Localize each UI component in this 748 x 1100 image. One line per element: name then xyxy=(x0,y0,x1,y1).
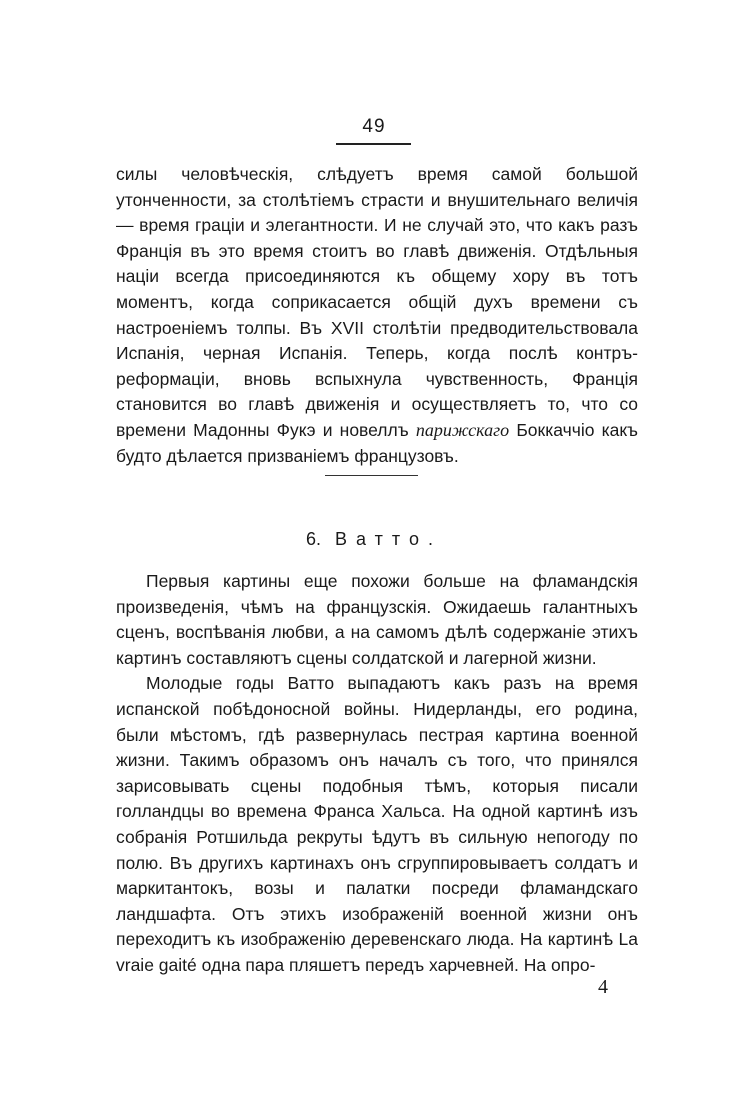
italic-word: парижскаго xyxy=(415,419,510,440)
page-number: 49 xyxy=(362,116,386,137)
paragraph-continuation xyxy=(116,162,638,469)
paragraph-text-part2: Боккаччіо какъ будто дѣлается призваніемъ французовъ. xyxy=(116,419,638,466)
paragraph-early-paintings: Первыя картины еще похожи больше на фламандскія произведенія, чѣмъ на французскія. Ожидаешь галантныхъ сценъ, воспѣванія любви, а на самомъ дѣлѣ содержаніе этихъ картинъ составляютъ сцены солдатской и лагерной жизни. xyxy=(116,571,638,668)
section-body xyxy=(116,569,638,979)
paragraph-young-years: Молодые годы Ватто выпадаютъ какъ разъ на время испанской побѣдоносной войны. Нидерланды, его родина, были мѣстомъ, гдѣ развернулась пестрая картина военной жизни. Такимъ образомъ онъ началъ съ того, что принялся зарисовывать сцены подобныя тѣмъ, которыя писали голландцы во времена Франса Хальса. На одной картинѣ изъ собранія Ротшильда рекруты ѣдутъ въ сильную непогоду по полю. Въ другихъ картинахъ онъ сгруппировываетъ солдатъ и маркитантокъ, возы и палатки посреди фламандскаго ландшафта. Отъ этихъ изображеній военной жизни онъ переходитъ къ изображенію деревенскаго люда. На картинѣ La vraie gaité одна пара пляшетъ передъ харчевней. На опро- xyxy=(116,673,638,975)
section-separator-rule xyxy=(325,475,418,476)
paragraph-text-part1: силы человѣческія, слѣдуетъ время самой большой утонченности, за столѣтіемъ страсти и внушительнаго величія— время граціи и элегантности. И не случай это, что какъ разъ Франція въ это время стоитъ во главѣ движенія. Отдѣльныя націи всегда присоединяются къ общему хору въ тотъ моментъ, когда соприкасается общій духъ времени съ настроеніемъ толпы. Въ XVII столѣтіи предводительствовала Испанія, черная Испанія. Теперь, когда послѣ контръ-реформаціи, вновь вспыхнула чувственность, Франція становится во главѣ движенія и осуществляетъ то, что со времени Мадонны Фукэ и новеллъ xyxy=(116,164,638,440)
section-heading xyxy=(0,529,748,550)
page-number-rule xyxy=(336,143,411,145)
printer-signature-mark: 4 xyxy=(598,976,608,998)
section-number: 6. xyxy=(306,529,322,549)
paragraph-text xyxy=(116,162,638,469)
section-title: Ватто. xyxy=(335,529,442,549)
